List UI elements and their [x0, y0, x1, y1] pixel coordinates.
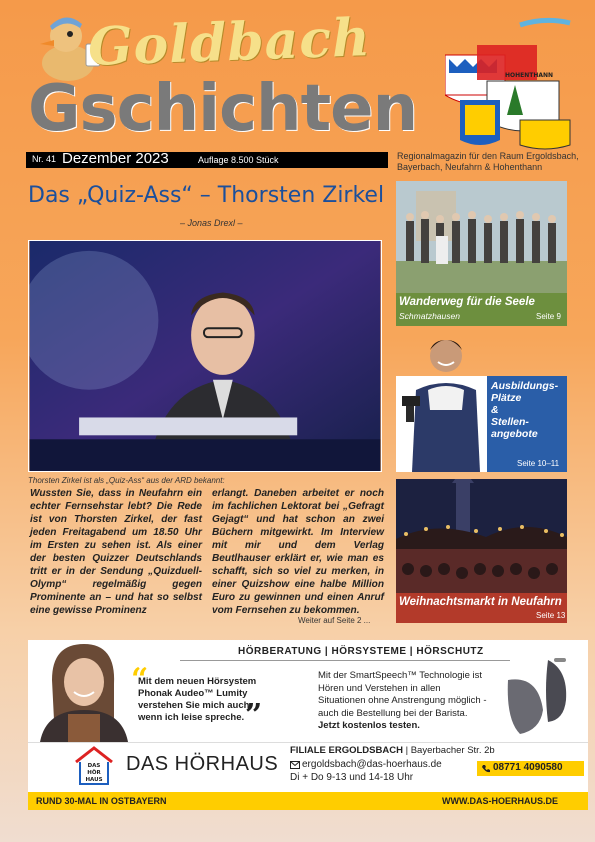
article-headline: Das „Quiz-Ass“ – Thorsten Zirkel — [28, 183, 385, 208]
teaser-jobs-line: Stellen- — [491, 416, 529, 428]
region-tagline: Regionalmagazin für den Raum Ergoldsbach, Bayerbach, Neufahrn & Hohenthann — [397, 151, 579, 172]
svg-text:HÖR: HÖR — [87, 770, 101, 776]
title-gschichten: Gschichten — [28, 72, 418, 146]
branch-street: | Bayerbacher Str. 2b — [405, 745, 495, 756]
article-column-1: Wussten Sie, dass in Neufahrn ein echter Fernsehstar lebt? Die Rede ist von Thorsten Zirkel, der fast jeden Freitagabend um 18.50 Uhr im Ersten zu sehen ist. Als einer der besten Quizzer Deutschlands tritt er in der Sendung „Quizduell-Olymp“ regelmäßig gegen Prominente an – und hat so selbst eine gewisse Prominenz — [30, 488, 202, 616]
hearing-aid-icon — [488, 650, 583, 745]
ad-services: HÖRBERATUNG | HÖRSYSTEME | HÖRSCHUTZ — [238, 646, 484, 657]
ad-quote: Mit dem neuen Hörsystem Phonak Audeo™ Lumity verstehen Sie mich auch wenn ich leise spreche. — [138, 676, 257, 723]
title-goldbach: Goldbach — [87, 7, 372, 78]
ad-divider-line — [28, 742, 588, 743]
branch-name: FILIALE ERGOLDSBACH — [290, 745, 403, 756]
teaser-jobs-line: Plätze — [491, 392, 522, 404]
teaser-jobs-line: angebote — [491, 428, 538, 440]
branch-address — [290, 745, 495, 756]
brand-name: DAS HÖRHAUS — [126, 753, 279, 775]
ad-hours: Di + Do 9-13 und 14-18 Uhr — [290, 772, 414, 783]
footer-slogan: RUND 30-MAL IN OSTBAYERN — [36, 796, 167, 806]
issue-date: Dezember 2023 — [62, 150, 169, 167]
article-photo — [28, 240, 382, 472]
ad-cta: Jetzt kostenlos testen. — [318, 720, 420, 731]
svg-text:“: “ — [131, 667, 149, 697]
teaser-weihnachtsmarkt-title[interactable]: Weihnachtsmarkt in Neufahrn — [399, 596, 562, 608]
continued-link[interactable]: Weiter auf Seite 2 ... — [298, 616, 371, 625]
svg-text:”: ” — [245, 698, 263, 727]
hoerhaus-logo-icon — [72, 744, 116, 786]
teaser-jobs-line: & — [491, 404, 499, 416]
photo-caption: Thorsten Zirkel ist als „Quiz-Ass“ aus der ARD bekannt: — [28, 476, 225, 485]
article-column-2: erlangt. Daneben arbeitet er noch im fachlichen Lektorat bei „Gefragt Gejagt“ und hat schon an zwei Büchern mitgewirkt. Im Interview mit mir und dem Verlag Beutlhauser erklärt er, wie man es schafft, sich so viel zu merken, in einer Quizshow eine halbe Million Euro zu gewinnen und einen Anruf vom Fernsehen zu bekommen. — [212, 488, 384, 616]
ad-phone[interactable] — [477, 761, 584, 776]
ad-email[interactable]: ergoldsbach@das-hoerhaus.de — [302, 759, 442, 770]
teaser-wanderweg-page: Seite 9 — [536, 312, 561, 321]
ad-description-text: Mit der SmartSpeech™ Technologie ist Hören und Verstehen in allen Situationen ohne Anstrengung möglich - auch die Bestellung bei der Barista. — [318, 670, 487, 719]
ad-description — [318, 670, 488, 733]
worker-photo — [398, 330, 488, 472]
article-byline: – Jonas Drexl – — [180, 218, 243, 228]
teaser-wanderweg-subtitle: Schmatzhausen — [399, 311, 460, 321]
issue-circulation: Auflage 8.500 Stück — [198, 155, 279, 165]
teaser-wanderweg-title[interactable]: Wanderweg für die Seele — [399, 296, 535, 308]
footer-website[interactable]: WWW.DAS-HOERHAUS.DE — [442, 796, 558, 806]
svg-text:DAS: DAS — [87, 763, 101, 769]
phone-icon — [481, 764, 491, 774]
teaser-jobs-line: Ausbildungs- — [491, 380, 559, 392]
mail-icon — [290, 761, 300, 769]
phone-number: 08771 4090580 — [493, 762, 563, 773]
issue-number: Nr. 41 — [32, 154, 57, 164]
teaser-weihnachtsmarkt-page: Seite 13 — [536, 611, 566, 620]
teaser-jobs-page: Seite 10–11 — [517, 459, 560, 468]
svg-text:HAUS: HAUS — [85, 777, 103, 783]
ad-divider — [180, 660, 510, 661]
teaser-jobs-title[interactable] — [491, 380, 558, 440]
municipal-crests-icon — [445, 15, 575, 150]
svg-text:HOHENTHANN: HOHENTHANN — [505, 72, 554, 79]
ad-woman-photo — [32, 640, 134, 742]
